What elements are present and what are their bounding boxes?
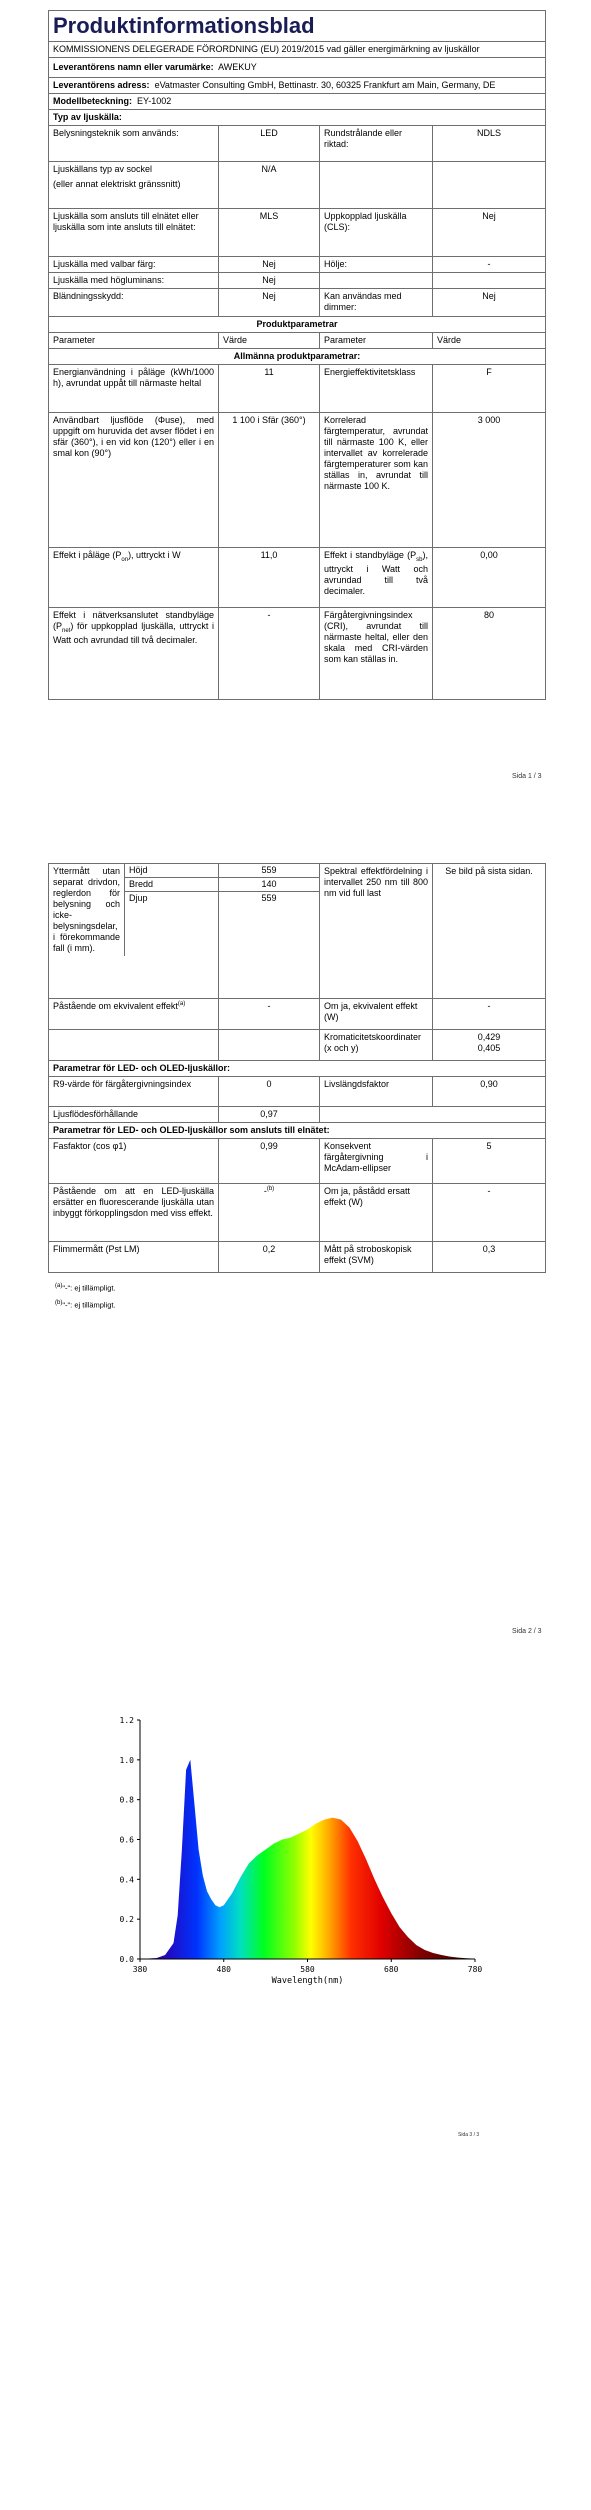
type-value2-5: Nej — [433, 288, 546, 316]
pnet-value: - — [219, 607, 320, 699]
svm-value: 0,3 — [433, 1241, 546, 1272]
type-label-1-cell — [49, 161, 219, 208]
x-tick-label: 380 — [132, 1965, 148, 1974]
product-info-table — [48, 10, 546, 700]
model-label: Modellbeteckning: — [53, 95, 133, 106]
supplier-address-label: Leverantörens adress: — [53, 79, 150, 90]
equiv-w-value: - — [433, 999, 546, 1030]
y-tick-label: 0.6 — [119, 1835, 134, 1845]
dims-label: Yttermått utan separat drivdon, reglerdon för belysning och icke-belysningsdelar, i förekommande fall (i mm). — [49, 864, 125, 956]
psb-label: Effekt i standbyläge $(P_{sb})$, uttryckt i Watt och avrundad till två decimaler. — [320, 547, 433, 607]
flicker-label: Flimmermått (Pst LM) — [49, 1241, 219, 1272]
type-value2-3: - — [433, 256, 546, 272]
regulation-text: KOMMISSIONENS DELEGERADE FÖRORDNING (EU) 2019/2015 vad gäller energimärkning av ljuskällor — [49, 42, 546, 58]
chroma-x: 0,429 — [477, 1032, 501, 1042]
r9-value: 0 — [219, 1076, 320, 1106]
equiv-sup: (a) — [177, 1001, 186, 1007]
supplier-address-row — [49, 77, 546, 93]
col-value-2: Värde — [433, 332, 546, 348]
dim-height-value: 559 — [219, 864, 319, 878]
y-tick-label: 0.2 — [119, 1915, 134, 1925]
supplier-address: eVatmaster Consulting GmbH, Bettinastr. 30, 60325 Frankfurt am Main, Germany, DE — [154, 79, 496, 90]
x-axis-title: Wavelength(nm) — [271, 1976, 344, 1986]
page-number-1: Sida 1 / 3 — [512, 773, 542, 780]
footnote-b — [55, 1300, 116, 1310]
general-params-header: Allmänna produktparametrar: — [49, 348, 546, 364]
maint-empty — [320, 1106, 546, 1122]
type-label-4: Ljuskälla med högluminans: — [49, 272, 219, 288]
type-value-3: Nej — [219, 256, 320, 272]
equiv-label: Påstående om ekvivalent effekt — [53, 1001, 178, 1011]
supplier-name-label: Leverantörens namn eller varumärke: — [53, 61, 214, 72]
dim-width-label: Bredd — [125, 878, 218, 892]
params-section-header: Produktparametrar — [49, 316, 546, 332]
life-value: 0,90 — [433, 1076, 546, 1106]
empty-cell-2 — [219, 1030, 320, 1061]
replace-value: - — [263, 1185, 267, 1196]
replace-w-label: Om ja, påstådd ersatt effekt (W) — [320, 1183, 433, 1241]
footnote-b-mark: (b) — [55, 1300, 63, 1306]
spectral-chart — [0, 1700, 591, 2000]
model-id: EY-1002 — [137, 95, 172, 106]
spectrum-area — [140, 1760, 475, 1959]
chroma-y: 0,405 — [477, 1042, 501, 1053]
type-label-1-extra: (eller annat elektriskt gränssnitt) — [53, 178, 181, 189]
type-value2-0: NDLS — [433, 125, 546, 161]
model-row — [49, 93, 546, 109]
class-label: Energieffektivitetsklass — [320, 364, 433, 412]
x-tick-label: 580 — [300, 1965, 315, 1974]
y-tick-label: 0.8 — [119, 1795, 134, 1805]
y-tick-label: 0.4 — [119, 1875, 134, 1885]
r9-label: R9-värde för färgåtergivningsindex — [49, 1076, 219, 1106]
type-label-3: Ljuskälla med valbar färg: — [49, 256, 219, 272]
macadam-label: Konsekvent färgåtergivning i McAdam-ellipser — [320, 1138, 433, 1183]
x-tick-label: 480 — [216, 1965, 231, 1974]
type-label-0: Belysningsteknik som används: — [49, 125, 219, 161]
type-value-0: LED — [219, 125, 320, 161]
col-param-2: Parameter — [320, 332, 433, 348]
type-label2-4 — [320, 272, 433, 288]
page-number-2: Sida 2 / 3 — [512, 1628, 542, 1635]
type-value-1: N/A — [219, 161, 320, 208]
maint-value: 0,97 — [219, 1106, 320, 1122]
pon-value: 11,0 — [219, 547, 320, 607]
type-value2-2: Nej — [433, 208, 546, 256]
class-value: F — [433, 364, 546, 412]
dim-height-label: Höjd — [125, 864, 218, 878]
pnet-label: Effekt i nätverksanslutet standbyläge $(P_{net})$ för uppkopplad ljuskälla, uttryckt i Watt och avrundad till två decimaler. — [49, 607, 219, 699]
replace-value-cell — [219, 1183, 320, 1241]
col-value-1: Värde — [219, 332, 320, 348]
spectral-value: Se bild på sista sidan. — [433, 864, 546, 999]
x-tick-label: 680 — [384, 1965, 399, 1974]
type-label-2: Ljuskälla som ansluts till elnätet eller ljuskälla som inte ansluts till elnätet: — [49, 208, 219, 256]
equiv-label-cell — [49, 999, 219, 1030]
dim-width-value: 140 — [219, 878, 319, 892]
dims-cell — [49, 864, 219, 999]
equiv-value: - — [219, 999, 320, 1030]
pf-label: Fasfaktor (cos φ1) — [49, 1138, 219, 1183]
doc-title: Produktinformationsblad — [49, 11, 546, 42]
flux-label: Användbart ljusflöde (Φuse), med uppgift om huruvida det avser flödet i en sfär (360°), i en vid kon (120°) eller i en smal kon (90°) — [49, 412, 219, 547]
supplier-name: AWEKUY — [218, 61, 257, 72]
footnote-a-mark: (a) — [55, 1283, 63, 1289]
footnote-a-text: "-": ej tillämpligt. — [62, 1283, 116, 1293]
dims-values-cell — [219, 864, 320, 999]
type-label2-1 — [320, 161, 433, 208]
page-number-3: Sida 3 / 3 — [458, 2132, 480, 2138]
type-value-2: MLS — [219, 208, 320, 256]
mains-params-header: Parametrar för LED- och OLED-ljuskällor som ansluts till elnätet: — [49, 1122, 546, 1138]
maint-label: Ljusflödesförhållande — [49, 1106, 219, 1122]
replace-sup: (b) — [266, 1185, 275, 1192]
product-info-table-2 — [48, 863, 546, 1273]
energy-label: Energianvändning i påläge (kWh/1000 h), avrundat uppåt till närmaste heltal — [49, 364, 219, 412]
type-value2-1 — [433, 161, 546, 208]
pon-label: Effekt i påläge $(P_{on})$, uttryckt i W — [49, 547, 219, 607]
replace-w-value: - — [433, 1183, 546, 1241]
chroma-label: Kromaticitetskoordinater (x och y) — [320, 1030, 433, 1061]
psb-value: 0,00 — [433, 547, 546, 607]
footnote-a — [55, 1283, 116, 1293]
flicker-value: 0,2 — [219, 1241, 320, 1272]
cct-value: 3 000 — [433, 412, 546, 547]
type-label-1: Ljuskällans typ av sockel — [53, 163, 153, 174]
supplier-name-row — [49, 57, 546, 77]
equiv-w-label: Om ja, ekvivalent effekt (W) — [320, 999, 433, 1030]
type-label2-5: Kan användas med dimmer: — [320, 288, 433, 316]
footnote-b-text: "-": ej tillämpligt. — [62, 1300, 116, 1310]
y-tick-label: 1.2 — [119, 1716, 134, 1725]
y-tick-label: 0.0 — [119, 1955, 134, 1964]
svm-label: Mått på stroboskopisk effekt (SVM) — [320, 1241, 433, 1272]
col-param-1: Parameter — [49, 332, 219, 348]
type-label2-0: Rundstrålande eller riktad: — [320, 125, 433, 161]
type-label2-2: Uppkopplad ljuskälla (CLS): — [320, 208, 433, 256]
cct-label: Korrelerad färgtemperatur, avrundat till närmaste 100 K, eller intervallet av korrelerade färgtemperaturer som kan ställas in, avrundat till närmaste 100 K. — [320, 412, 433, 547]
cri-value: 80 — [433, 607, 546, 699]
led-params-header: Parametrar för LED- och OLED-ljuskällor: — [49, 1061, 546, 1077]
x-tick-label: 780 — [467, 1965, 483, 1974]
macadam-value: 5 — [433, 1138, 546, 1183]
replace-label: Påstående om att en LED-ljuskälla ersätter en fluorescerande ljuskälla utan inbyggt förkopplingsdon med viss effekt. — [49, 1183, 219, 1241]
dim-depth-value: 559 — [261, 892, 277, 903]
empty-cell-1 — [49, 1030, 219, 1061]
type-header: Typ av ljuskälla: — [49, 109, 546, 125]
spectral-label: Spektral effektfördelning i intervallet 250 nm till 800 nm vid full last — [320, 864, 433, 999]
type-value2-4 — [433, 272, 546, 288]
dim-depth-label: Djup — [129, 892, 148, 903]
cri-label: Färgåtergivningsindex (CRI), avrundat till närmaste heltal, eller den skala med CRI-värden som kan ställas in. — [320, 607, 433, 699]
flux-value: 1 100 i Sfär (360°) — [219, 412, 320, 547]
y-tick-label: 1.0 — [119, 1755, 134, 1765]
life-label: Livslängdsfaktor — [320, 1076, 433, 1106]
type-label-5: Bländningsskydd: — [49, 288, 219, 316]
pf-value: 0,99 — [219, 1138, 320, 1183]
type-value-5: Nej — [219, 288, 320, 316]
type-label2-3: Hölje: — [320, 256, 433, 272]
energy-value: 11 — [219, 364, 320, 412]
chroma-values — [433, 1030, 546, 1061]
type-value-4: Nej — [219, 272, 320, 288]
